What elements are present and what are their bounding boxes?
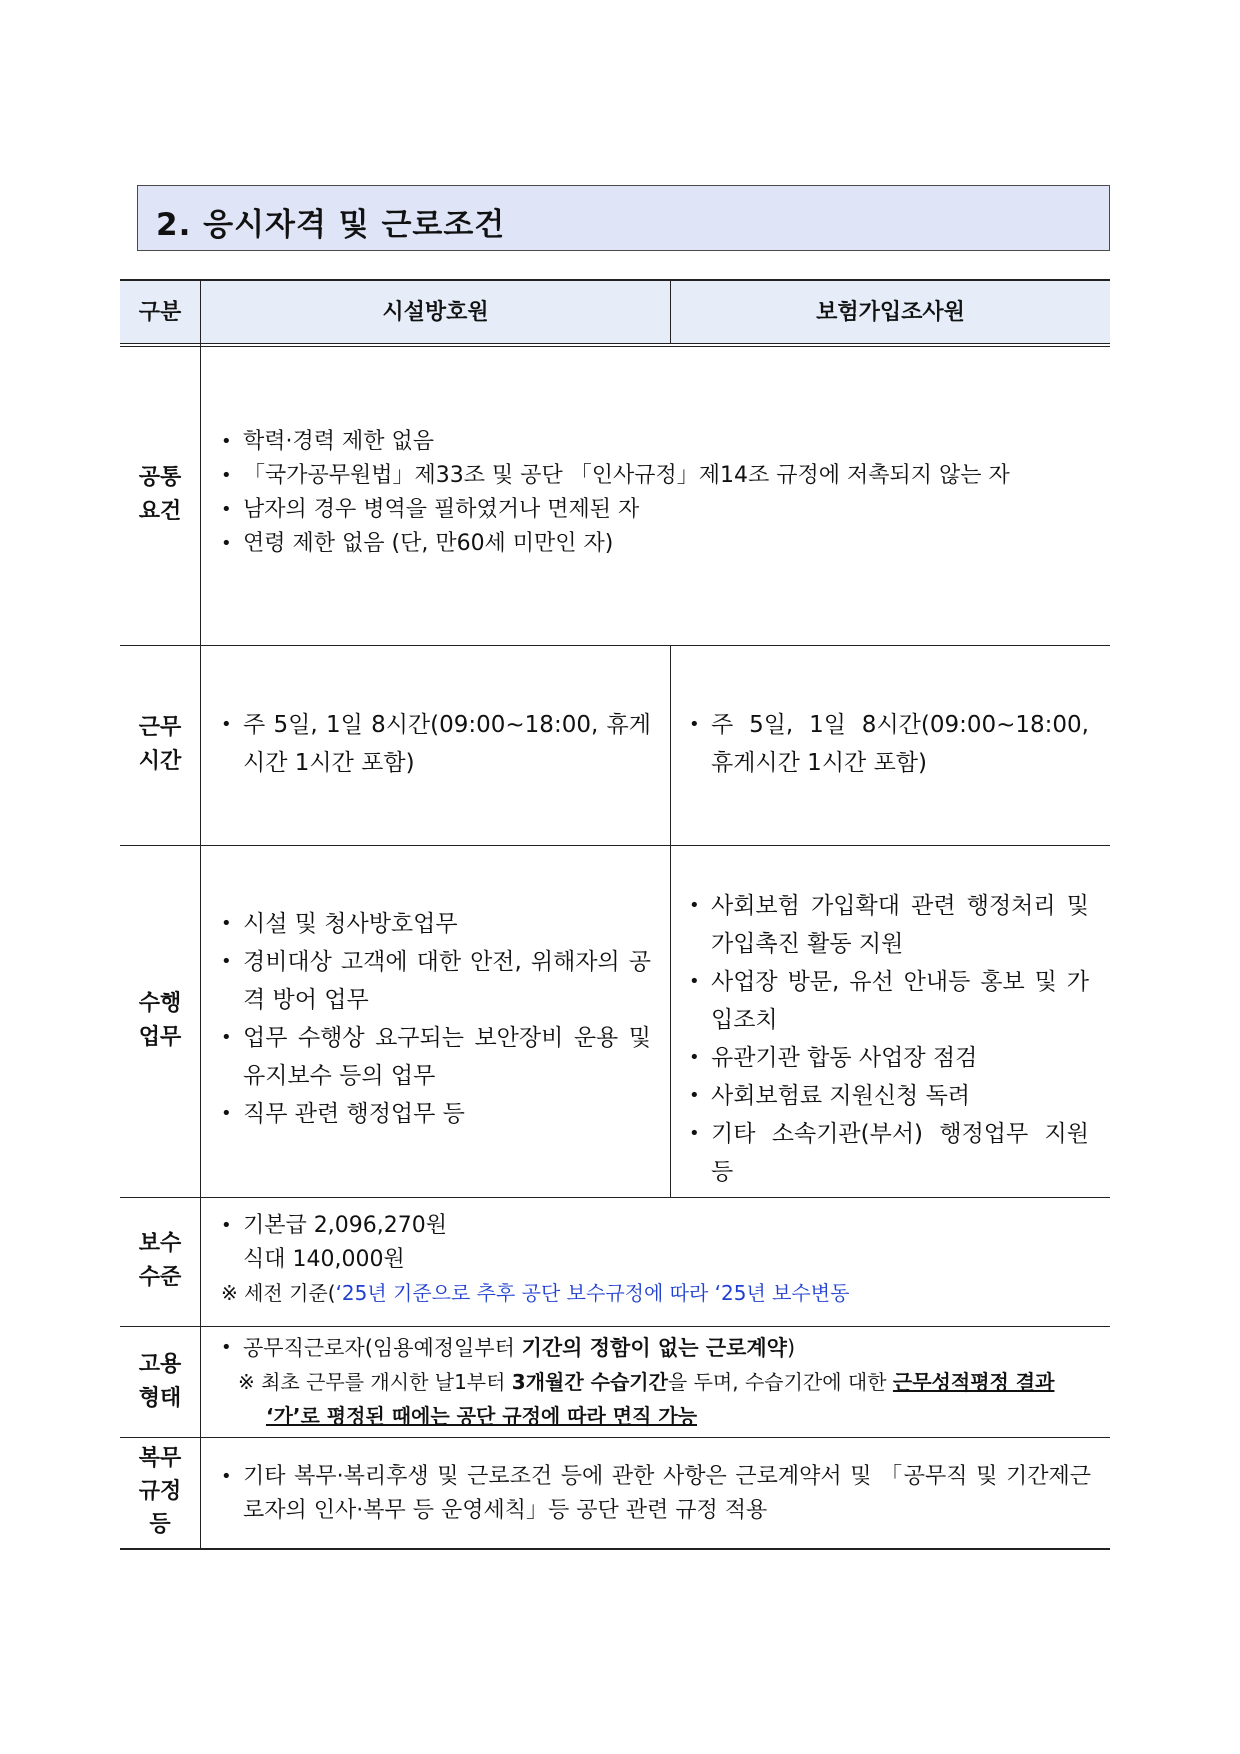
list-item: • 사회보험료 지원신청 독려: [689, 1077, 1089, 1115]
list-item: • 직무 관련 행정업무 등: [221, 1095, 651, 1133]
row-label-line: 수준: [138, 1265, 182, 1290]
row-rule-pay: [120, 1326, 1110, 1327]
employment-text-bold: 기간의 정함이 없는 근로계약: [521, 1336, 787, 1360]
row-label-line: 형태: [138, 1386, 182, 1411]
header-insurance-surveyor: 보험가입조사원: [816, 300, 965, 325]
list-item: • 사업장 방문, 유선 안내등 홍보 및 가입조치: [689, 963, 1089, 1039]
row-label-line: 보수: [138, 1231, 182, 1256]
table-bottom-rule: [120, 1548, 1110, 1550]
row-label-line: 공통: [138, 465, 182, 490]
duties-right-list: [689, 887, 1089, 1191]
table-header-rule: [120, 343, 1110, 344]
list-item: • 유관기관 합동 사업장 점검: [689, 1039, 1089, 1077]
duties-column-divider: [670, 845, 671, 1197]
header-facility-guard: 시설방호원: [382, 300, 489, 325]
table-top-rule: [120, 279, 1110, 281]
list-item: • 경비대상 고객에 대한 안전, 위해자의 공격 방어 업무: [221, 943, 651, 1019]
row-label-employment: [120, 1348, 200, 1416]
list-item: • 사회보험 가입확대 관련 행정처리 및 가입촉진 활동 지원: [689, 887, 1089, 963]
note-text-bold-underlined: 근무성적평정 결과: [892, 1370, 1055, 1394]
row-label-line: 시간: [138, 749, 182, 774]
hours-right-list: [689, 706, 1089, 782]
list-item: • 「국가공무원법」제33조 및 공단 「인사규정」제14조 규정에 저촉되지 않는 자: [221, 459, 1101, 493]
list-item: • 남자의 경우 병역을 필하였거나 면제된 자: [221, 493, 1101, 527]
section-title-box: [137, 185, 1110, 251]
note-text: ※ 최초 근무를 개시한 날1부터: [238, 1370, 512, 1394]
table-header-rule-2: [120, 346, 1110, 347]
row-label-pay: [120, 1227, 200, 1295]
pay-note-prefix: ※ 세전 기준(: [221, 1281, 336, 1305]
hours-column-divider: [670, 645, 671, 845]
list-item: [221, 1209, 1081, 1277]
header-category: 구분: [138, 300, 182, 325]
row-rule-hours: [120, 845, 1110, 846]
row-label-hours: [120, 711, 200, 779]
row-label-common: [120, 461, 200, 529]
list-item: • 시설 및 청사방호업무: [221, 905, 651, 943]
note-text-bold-underlined: ‘가’로 평정된 때에는 공단 규정에 따라 면직 가능: [266, 1404, 698, 1428]
row-label-line: 업무: [138, 1025, 182, 1050]
employment-list: [221, 1331, 1101, 1365]
row-label-duties: [120, 987, 200, 1055]
employment-note: [238, 1365, 1108, 1433]
hours-left-list: [221, 706, 651, 782]
employment-text: ): [786, 1336, 796, 1360]
service-list: [221, 1460, 1091, 1528]
row-label-line: 수행: [138, 991, 182, 1016]
list-item: • 연령 제한 없음 (단, 만60세 미만인 자): [221, 527, 1101, 561]
row-rule-common: [120, 645, 1110, 646]
duties-left-list: [221, 905, 651, 1133]
list-item: • 기타 소속기관(부서) 행정업무 지원 등: [689, 1115, 1089, 1191]
row-label-line: 복무: [138, 1446, 182, 1471]
list-item: • 주 5일, 1일 8시간(09:00~18:00, 휴게시간 1시간 포함): [221, 706, 651, 782]
row-label-line: 고용: [138, 1352, 182, 1377]
row-rule-employment: [120, 1437, 1110, 1438]
employment-text: 공무직근로자(임용예정일부터: [243, 1336, 522, 1360]
row-rule-duties: [120, 1197, 1110, 1198]
list-item: • 기타 복무·복리후생 및 근로조건 등에 관한 사항은 근로계약서 및 「공무직 및 기간제근로자의 인사·복무 등 운영세칙」등 공단 관련 규정 적용: [221, 1460, 1091, 1528]
employment-note-line-1: [238, 1365, 1108, 1399]
pay-note-blue: ‘25년 기준으로 추후 공단 보수규정에 따라 ‘25년 보수변동: [335, 1281, 850, 1305]
pay-list: [221, 1209, 1081, 1277]
common-requirements-list: [221, 425, 1101, 561]
note-text: 을 두며, 수습기간에 대한: [667, 1370, 893, 1394]
base-salary: • 기본급 2,096,270원: [243, 1213, 447, 1238]
pay-note: [221, 1277, 1091, 1310]
list-item: [221, 1331, 1101, 1365]
list-item: • 주 5일, 1일 8시간(09:00~18:00, 휴게시간 1시간 포함): [689, 706, 1089, 782]
meal-allowance: 식대 140,000원: [243, 1247, 405, 1272]
list-item: • 학력·경력 제한 없음: [221, 425, 1101, 459]
employment-note-line-2: [238, 1399, 1108, 1433]
row-label-service: [120, 1442, 200, 1541]
category-column-rule: [200, 280, 201, 1549]
list-item: • 업무 수행상 요구되는 보안장비 운용 및 유지보수 등의 업무: [221, 1019, 651, 1095]
note-text-bold: 3개월간 수습기간: [511, 1370, 668, 1394]
section-title: 2. 응시자격 및 근로조건: [156, 207, 506, 243]
row-label-line: 근무: [138, 715, 182, 740]
row-label-line: 규정: [138, 1479, 182, 1504]
row-label-line: 요건: [138, 499, 182, 524]
row-label-line: 등: [149, 1512, 171, 1537]
